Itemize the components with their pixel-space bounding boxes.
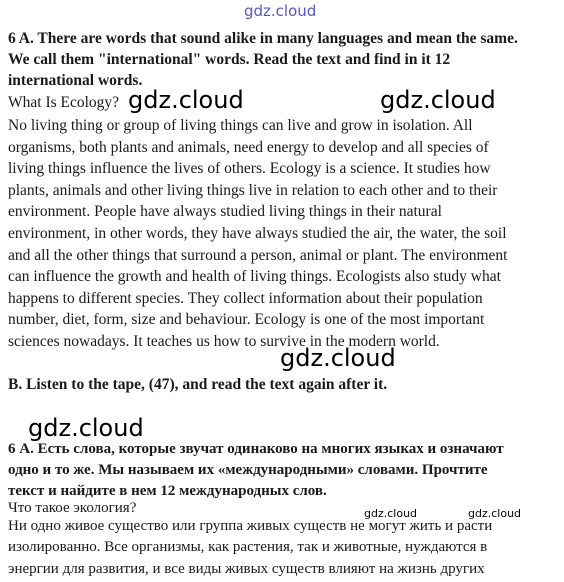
english-body-line: can influence the growth and health of living things. Ecologists also study what	[8, 268, 501, 286]
english-task-b: B. Listen to the tape, (47), and read the text again after it.	[8, 376, 388, 393]
english-task-heading	[8, 28, 556, 91]
english-body-line: plants, animals and other living things live in relation to each other and to their	[8, 181, 498, 199]
russian-body-line: энергии для развития, и все виды живых существ влияют на жизнь других	[8, 560, 485, 577]
watermark-small-2: gdz.cloud	[468, 507, 522, 520]
russian-task-heading	[8, 439, 556, 502]
english-task-line: We call them "international" words. Read the text and find in it 12	[8, 51, 451, 68]
watermark-center: gdz.cloud	[280, 344, 396, 372]
english-body-line: living things influence the lives of others. Ecology is a science. It studies how	[8, 160, 491, 178]
english-body-line: happens to different species. They collect information about their population	[8, 289, 483, 307]
russian-body-line: Ни одно живое существо или группа живых существ не могут жить и расти	[8, 518, 493, 534]
english-body-line: organisms, both plants and animals, need energy to develop and all species of	[8, 138, 489, 156]
watermark-left: gdz.cloud	[28, 414, 144, 442]
english-body-line: number, diet, form, size and behaviour. Ecology is one of the most important	[8, 311, 485, 329]
watermark-small-1: gdz.cloud	[364, 507, 418, 520]
russian-text-body	[8, 516, 556, 580]
russian-task-line: 6 А. Есть слова, которые звучат одинаково на многих языках и означают	[8, 441, 504, 457]
russian-text-title: Что такое экология?	[8, 500, 137, 516]
english-text-title: What Is Ecology?	[8, 94, 120, 111]
english-body-line: environment, in other words, they have always studied the air, the water, the soil	[8, 224, 507, 242]
russian-body-line: изолированно. Все организмы, как растения, так и животные, нуждаются в	[8, 539, 488, 556]
russian-task-line: одно и то же. Мы называем их «международными» словами. Прочтите	[8, 462, 488, 478]
watermark-mid-right: gdz.cloud	[380, 86, 496, 114]
english-body-line: environment. People have always studied living things in their natural	[8, 203, 442, 221]
russian-task-line: текст и найдите в нем 12 международных слов.	[8, 483, 327, 499]
english-text-body	[8, 115, 556, 353]
watermark-top: gdz.cloud	[244, 2, 317, 20]
english-body-line: No living thing or group of living things can live and grow in isolation. All	[8, 117, 473, 134]
english-task-line: international words.	[8, 72, 143, 89]
english-task-line: 6 A. There are words that sound alike in many languages and mean the same.	[8, 30, 518, 47]
english-body-line: and all the other things that surround a person, animal or plant. The environment	[8, 246, 508, 264]
watermark-mid-left: gdz.cloud	[128, 86, 244, 114]
english-body-line: sciences nowadays. It teaches us how to survive in the modern world.	[8, 332, 440, 350]
